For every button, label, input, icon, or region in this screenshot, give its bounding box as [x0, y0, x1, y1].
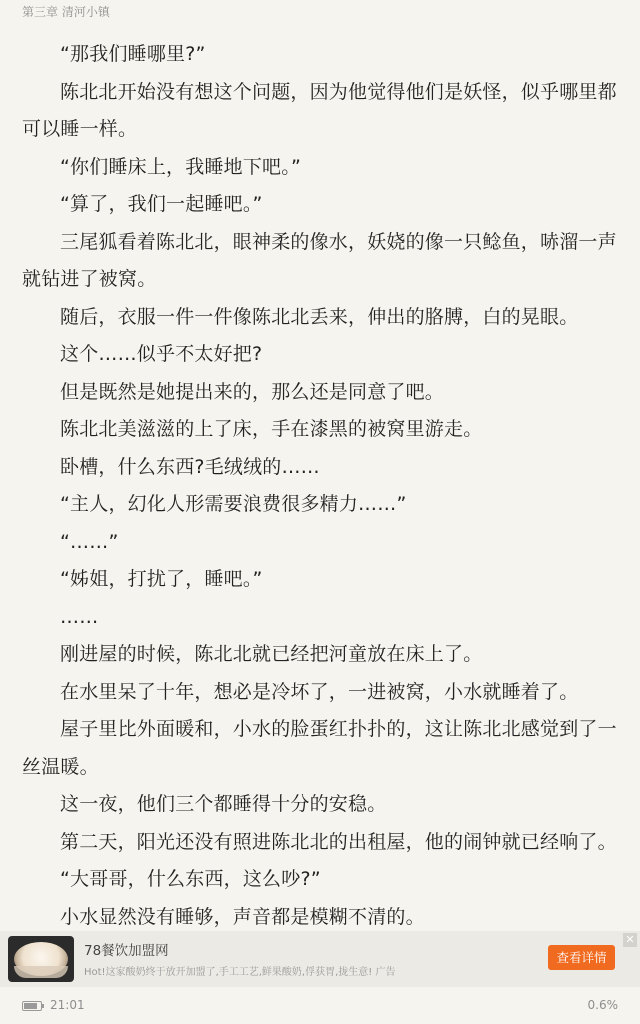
paragraph: 屋子里比外面暖和，小水的脸蛋红扑扑的，这让陈北北感觉到了一丝温暖。: [22, 718, 617, 778]
paragraph: 在水里呆了十年，想必是冷坏了，一进被窝，小水就睡着了。: [60, 680, 579, 703]
paragraph: 随后，衣服一件一件像陈北北丢来，伸出的胳膊，白的晃眼。: [60, 305, 579, 328]
paragraph: 这个……似乎不太好把?: [60, 343, 263, 365]
ad-details-button[interactable]: 查看详情: [548, 945, 615, 970]
paragraph: “大哥哥，什么东西，这么吵?”: [60, 868, 321, 890]
paragraph: 陈北北开始没有想这个问题，因为他觉得他们是妖怪，似乎哪里都可以睡一样。: [22, 80, 617, 140]
paragraph: “那我们睡哪里?”: [60, 43, 206, 65]
paragraph: 刚进屋的时候，陈北北就已经把河童放在床上了。: [60, 643, 483, 665]
paragraph: “算了，我们一起睡吧。”: [60, 193, 263, 215]
ad-banner[interactable]: [0, 931, 640, 987]
paragraph: 这一夜，他们三个都睡得十分的安稳。: [60, 793, 387, 815]
paragraph: “姊姐，打扰了，睡吧。”: [60, 568, 263, 590]
paragraph: “你们睡床上，我睡地下吧。”: [60, 155, 301, 178]
status-bar: [0, 996, 640, 1018]
paragraph: 第二天，阳光还没有照进陈北北的出租屋，他的闹钟就已经响了。: [60, 830, 617, 853]
paragraph: 但是既然是她提出来的，那么还是同意了吧。: [60, 380, 445, 403]
ad-title[interactable]: 78餐饮加盟网: [84, 943, 169, 959]
paragraph: 三尾狐看着陈北北，眼神柔的像水，妖娆的像一只鲶鱼，哧溜一声就钻进了被窝。: [22, 230, 617, 290]
chapter-title: 第三章 清河小镇: [22, 5, 110, 19]
paragraph: “……”: [60, 530, 119, 553]
reading-content[interactable]: [0, 36, 640, 936]
paragraph: 卧槽，什么东西?毛绒绒的……: [60, 455, 320, 478]
paragraph: ……: [60, 605, 99, 628]
paragraph: “主人，幻化人形需要浪费很多精力……”: [60, 493, 407, 515]
battery-icon: [22, 1001, 42, 1011]
paragraph: 陈北北美滋滋的上了床，手在漆黑的被窝里游走。: [60, 418, 483, 440]
paragraph: 小水显然没有睡够，声音都是模糊不清的。: [60, 905, 425, 928]
ad-thumbnail[interactable]: [8, 936, 74, 982]
reading-progress: 0.6%: [587, 998, 618, 1012]
clock: 21:01: [50, 998, 85, 1012]
ad-description: Hot!这家酸奶终于放开加盟了,手工工艺,鲜果酸奶,俘获胃,拢生意! 广告: [84, 967, 396, 978]
close-icon[interactable]: ✕: [623, 933, 637, 947]
